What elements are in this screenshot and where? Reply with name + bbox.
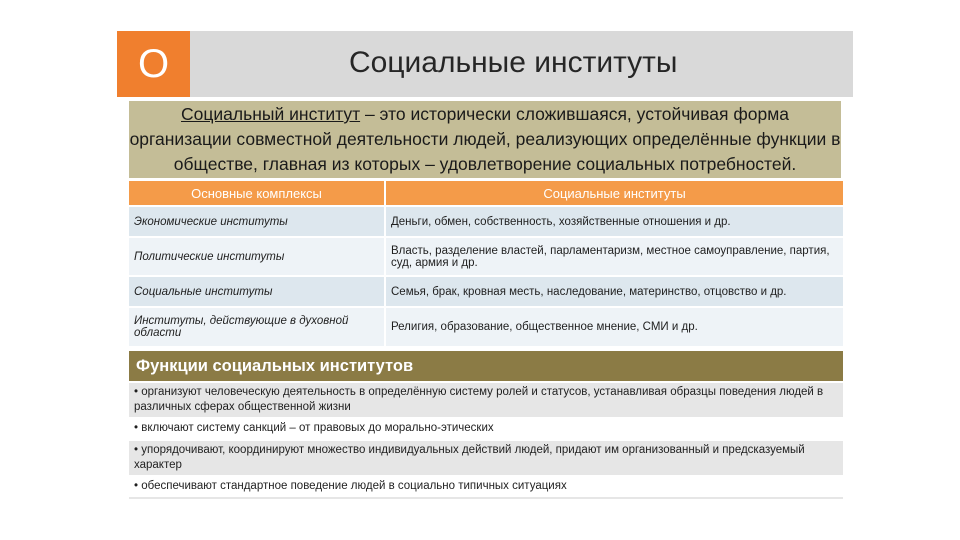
list-item: • обеспечивают стандартное поведение людей в социально типичных ситуациях: [129, 477, 843, 499]
complex-cell: Институты, действующие в духовной области: [129, 307, 385, 346]
column-header-complexes: Основные комплексы: [129, 181, 385, 206]
institutions-cell: Религия, образование, общественное мнение, СМИ и др.: [385, 307, 843, 346]
table-row: [129, 276, 843, 307]
table-row: [129, 307, 843, 346]
list-item: • организуют человеческую деятельность в определённую систему ролей и статусов, устанавливая образцы поведения людей в различных сферах общественной жизни: [129, 383, 843, 417]
definition-box: [129, 101, 841, 178]
institutions-table: [129, 181, 843, 346]
institutions-cell: Власть, разделение властей, парламентаризм, местное самоуправление, партия, суд, армия и др.: [385, 237, 843, 276]
institutions-cell: Семья, брак, кровная месть, наследование, материнство, отцовство и др.: [385, 276, 843, 307]
institutions-cell: Деньги, обмен, собственность, хозяйственные отношения и др.: [385, 206, 843, 237]
slide: [117, 31, 853, 505]
functions-header: [129, 351, 843, 381]
letter-badge: О: [117, 31, 190, 97]
functions-list: [129, 383, 843, 501]
column-header-institutions: Социальные институты: [385, 181, 843, 206]
table-header-row: [129, 181, 843, 206]
slide-title: Социальные институты: [349, 46, 678, 79]
definition-term: Социальный институт: [181, 104, 361, 124]
complex-cell: Социальные институты: [129, 276, 385, 307]
slide-header: [117, 31, 853, 97]
table-row: [129, 206, 843, 237]
functions-title: Функции социальных институтов: [136, 357, 414, 375]
complex-cell: Политические институты: [129, 237, 385, 276]
table-row: [129, 237, 843, 276]
list-item: • упорядочивают, координируют множество индивидуальных действий людей, придают им организованный и предсказуемый характер: [129, 441, 843, 475]
list-item: • включают систему санкций – от правовых до морально-этических: [129, 419, 843, 439]
complex-cell: Экономические институты: [129, 206, 385, 237]
definition-text: – это исторически сложившаяся, устойчивая форма организации совместной деятельности людей, реализующих определённые функции в обществе, главная из которых – удовлетворение социальных потребностей.: [129, 104, 841, 174]
